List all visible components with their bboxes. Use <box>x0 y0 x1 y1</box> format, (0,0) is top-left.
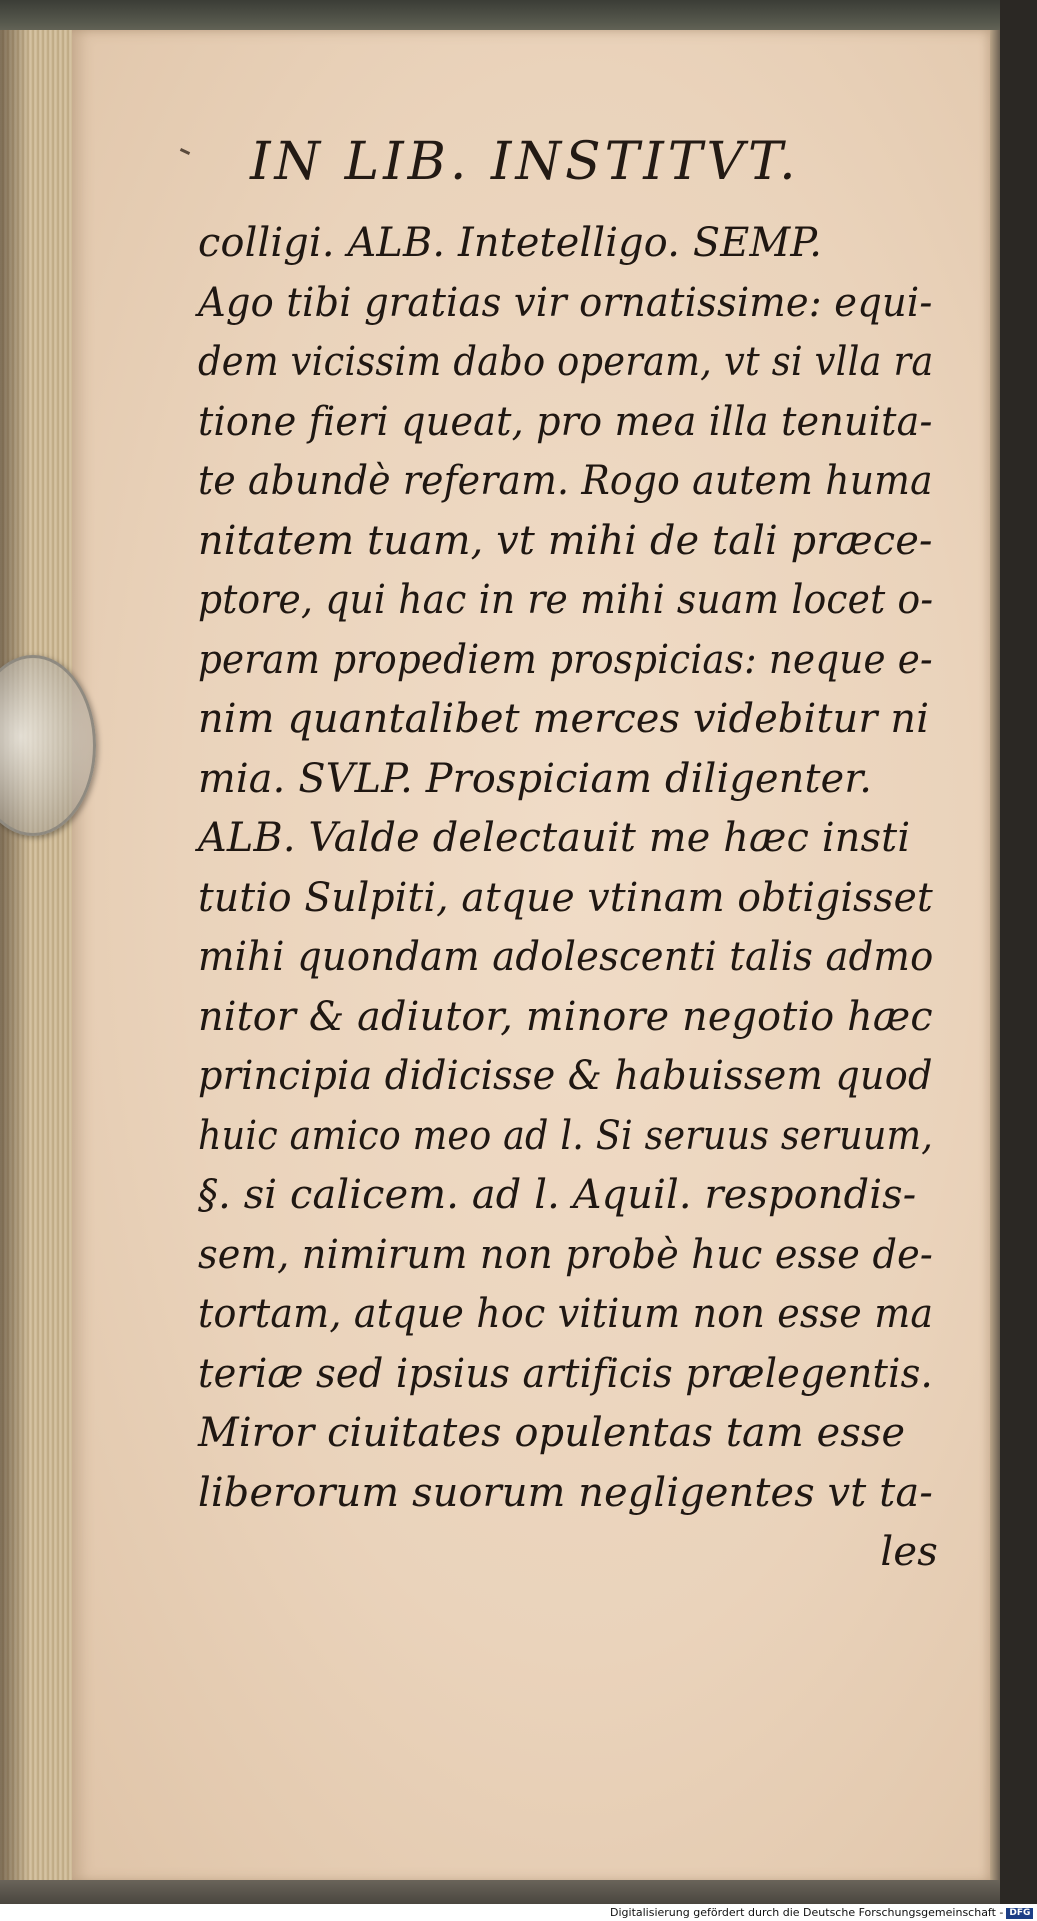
text-line: tutio Sulpiti, atque vtinam obtigisset <box>198 874 933 921</box>
digitization-credit <box>606 1904 1037 1921</box>
credit-text: Digitalisierung gefördert durch die Deutsche Forschungsgemeinschaft - <box>610 1906 1004 1919</box>
text-line: huic amico meo ad l. Si seruus seruum, <box>198 1112 934 1159</box>
text-line: nitatem tuam, vt mihi de tali præce- <box>198 517 933 564</box>
text-line: mihi quondam adolescenti talis admo <box>198 934 934 980</box>
text-line: sem, nimirum non probè huc esse de- <box>198 1231 934 1278</box>
text-line: Ago tibi gratias vir ornatissime: equi- <box>198 279 933 326</box>
book-bottom-edge <box>0 1880 1000 1904</box>
text-line: teriæ sed ipsius artificis prælegentis. <box>198 1350 933 1397</box>
text-line: ALB. Valde delectauit me hæc insti <box>198 815 911 861</box>
dfg-logo-icon: DFG <box>1006 1908 1033 1919</box>
running-head: IN LIB. INSTITVT. <box>250 132 800 192</box>
text-line: Miror ciuitates opulentas tam esse <box>198 1410 906 1456</box>
text-line: mia. SVLP. Prospiciam diligenter. <box>198 755 873 802</box>
text-line: dem vicissim dabo operam, vt si vlla ra <box>198 339 934 385</box>
text-line: §. si calicem. ad l. Aquil. respondis- <box>198 1172 917 1218</box>
text-line: tione fieri queat, pro mea illa tenuita- <box>198 398 933 445</box>
body-text <box>198 214 938 1583</box>
text-line: principia didicisse & habuissem quod <box>198 1053 933 1099</box>
catchword: les <box>880 1529 938 1575</box>
text-line: tortam, atque hoc vitium non esse ma <box>198 1291 934 1337</box>
text-line: colligi. ALB. Intetelligo. SEMP. <box>198 220 823 266</box>
text-line: liberorum suorum negligentes vt ta- <box>198 1469 933 1516</box>
text-line: peram propediem prospicias: neque e- <box>198 636 933 683</box>
text-line: te abundè referam. Rogo autem huma <box>198 458 933 504</box>
text-line: nim quantalibet merces videbitur ni <box>198 696 930 742</box>
page-stack-edge <box>0 30 74 1885</box>
text-line: nitor & adiutor, minore negotio hæc <box>198 993 933 1040</box>
right-page-edge <box>990 30 1000 1885</box>
gutter-shadow <box>0 30 30 1885</box>
text-line: ptore, qui hac in re mihi suam locet o- <box>198 577 934 623</box>
